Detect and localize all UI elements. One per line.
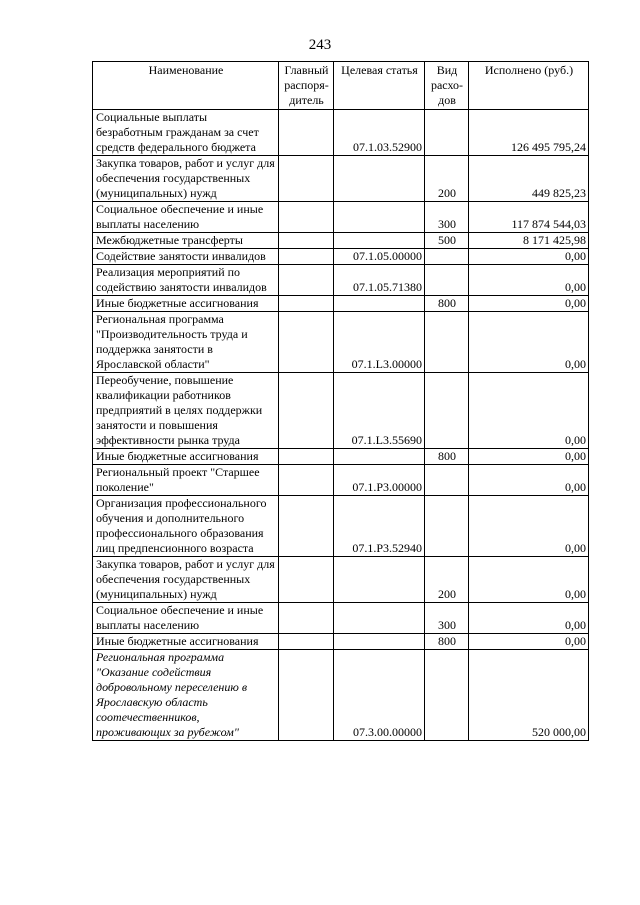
cell-name: Организация профессионального обучения и дополнительного профессионального образования лиц предпенсионного возраста [93,496,279,557]
cell-kind: 800 [425,449,469,465]
cell-name: Иные бюджетные ассигнования [93,449,279,465]
cell-target [334,156,425,202]
cell-target: 07.1.P3.52940 [334,496,425,557]
table-row [93,312,589,373]
cell-name: Региональная программа "Производительность труда и поддержка занятости в Ярославской области" [93,312,279,373]
cell-amount: 0,00 [469,634,589,650]
table-row [93,373,589,449]
cell-amount: 0,00 [469,249,589,265]
cell-amount: 0,00 [469,496,589,557]
header-name: Наименование [93,62,279,110]
cell-target [334,557,425,603]
cell-amount: 0,00 [469,312,589,373]
cell-target [334,449,425,465]
cell-name: Закупка товаров, работ и услуг для обеспечения государственных (муниципальных) нужд [93,156,279,202]
cell-amount: 0,00 [469,296,589,312]
cell-admin [279,156,334,202]
cell-kind [425,249,469,265]
table-row [93,449,589,465]
cell-name: Социальное обеспечение и иные выплаты населению [93,603,279,634]
cell-target: 07.1.05.00000 [334,249,425,265]
cell-name: Региональная программа "Оказание содействия добровольному переселению в Ярославскую область соотечественников, проживающих за рубежом" [93,650,279,741]
header-kind: Вид расхо-дов [425,62,469,110]
page-number: 243 [308,37,332,53]
table-row [93,249,589,265]
budget-table [92,61,589,741]
cell-amount: 126 495 795,24 [469,110,589,156]
cell-admin [279,650,334,741]
table-row [93,557,589,603]
cell-admin [279,603,334,634]
cell-kind [425,265,469,296]
header-amount: Исполнено (руб.) [469,62,589,110]
cell-admin [279,110,334,156]
table-row [93,110,589,156]
table-row [93,603,589,634]
cell-name: Реализация мероприятий по содействию занятости инвалидов [93,265,279,296]
cell-kind: 200 [425,557,469,603]
cell-kind: 200 [425,156,469,202]
cell-admin [279,312,334,373]
cell-admin [279,265,334,296]
header-target: Целевая статья [334,62,425,110]
cell-kind [425,496,469,557]
cell-admin [279,449,334,465]
cell-name: Переобучение, повышение квалификации работников предприятий в целях поддержки занятости и повышения эффективности рынка труда [93,373,279,449]
cell-admin [279,373,334,449]
cell-target: 07.1.P3.00000 [334,465,425,496]
cell-name: Иные бюджетные ассигнования [93,634,279,650]
cell-admin [279,249,334,265]
table-row [93,650,589,741]
cell-kind [425,312,469,373]
cell-name: Социальное обеспечение и иные выплаты населению [93,202,279,233]
cell-name: Межбюджетные трансферты [93,233,279,249]
cell-kind [425,110,469,156]
cell-amount: 0,00 [469,373,589,449]
cell-name: Закупка товаров, работ и услуг для обеспечения государственных (муниципальных) нужд [93,557,279,603]
cell-admin [279,296,334,312]
table-row [93,202,589,233]
cell-kind: 800 [425,296,469,312]
cell-kind: 300 [425,603,469,634]
table-row [93,296,589,312]
table-row [93,156,589,202]
cell-target [334,233,425,249]
cell-amount: 0,00 [469,265,589,296]
cell-target [334,634,425,650]
cell-kind [425,650,469,741]
cell-target: 07.1.L3.55690 [334,373,425,449]
cell-kind [425,373,469,449]
cell-amount: 0,00 [469,557,589,603]
cell-name: Содействие занятости инвалидов [93,249,279,265]
table-row [93,233,589,249]
cell-amount: 8 171 425,98 [469,233,589,249]
cell-amount: 0,00 [469,449,589,465]
table-row [93,265,589,296]
cell-amount: 0,00 [469,465,589,496]
cell-admin [279,233,334,249]
cell-amount: 520 000,00 [469,650,589,741]
table-row [93,465,589,496]
cell-target: 07.1.L3.00000 [334,312,425,373]
cell-admin [279,202,334,233]
cell-kind: 800 [425,634,469,650]
cell-amount: 0,00 [469,603,589,634]
cell-target: 07.1.05.71380 [334,265,425,296]
cell-admin [279,496,334,557]
cell-kind: 300 [425,202,469,233]
cell-target [334,202,425,233]
cell-amount: 449 825,23 [469,156,589,202]
cell-admin [279,634,334,650]
table-body [93,110,589,741]
cell-name: Региональный проект "Старшее поколение" [93,465,279,496]
cell-target [334,296,425,312]
table-row [93,496,589,557]
cell-target [334,603,425,634]
cell-admin [279,465,334,496]
cell-amount: 117 874 544,03 [469,202,589,233]
cell-admin [279,557,334,603]
table-header-row [93,62,589,110]
cell-target: 07.3.00.00000 [334,650,425,741]
cell-kind [425,465,469,496]
cell-name: Иные бюджетные ассигнования [93,296,279,312]
header-admin: Главный распоря-дитель [279,62,334,110]
cell-name: Социальные выплаты безработным гражданам за счет средств федерального бюджета [93,110,279,156]
cell-kind: 500 [425,233,469,249]
table-row [93,634,589,650]
cell-target: 07.1.03.52900 [334,110,425,156]
